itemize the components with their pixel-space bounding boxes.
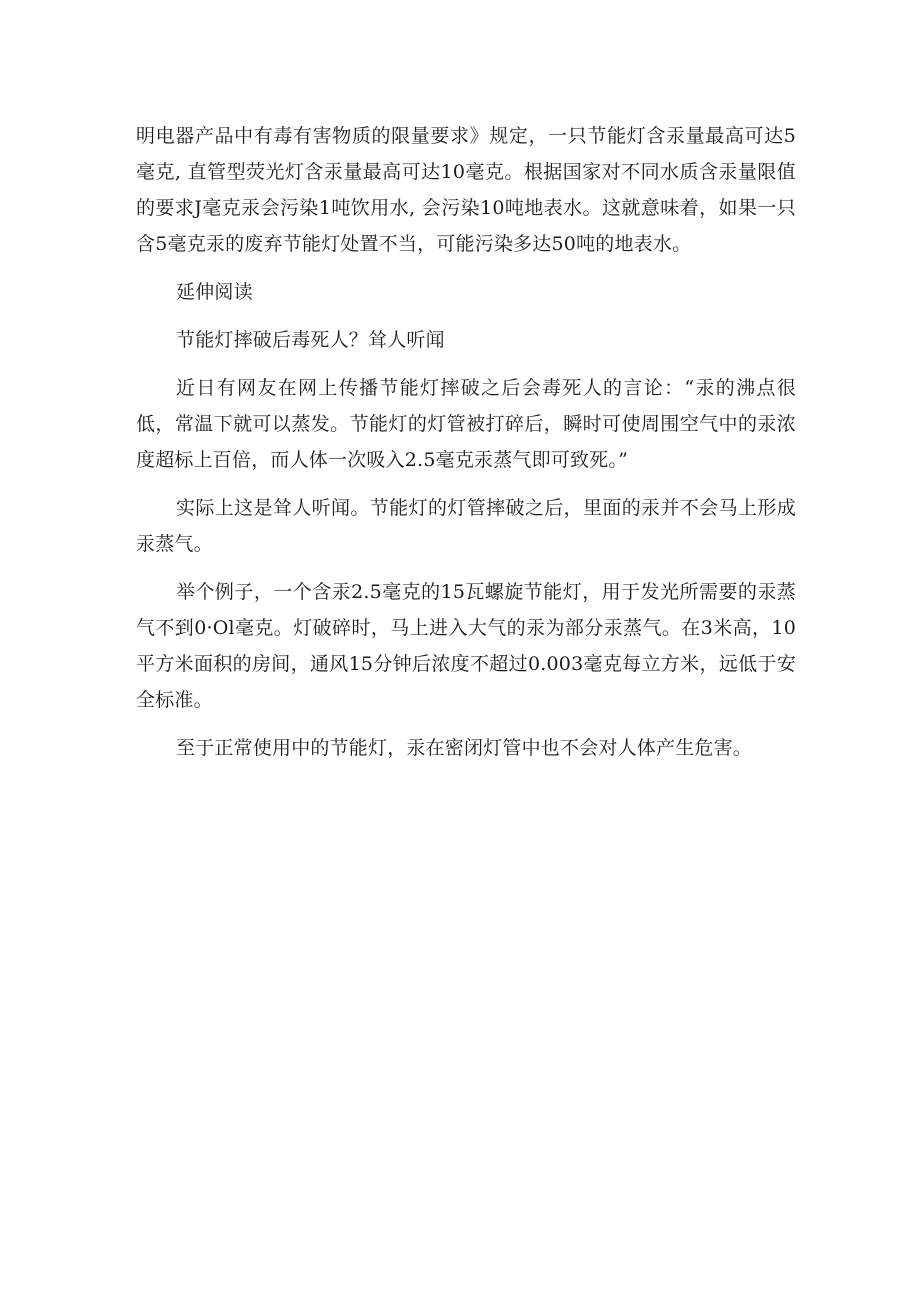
paragraph-rumor: 近日有网友在网上传播节能灯摔破之后会毒死人的言论：“汞的沸点很低，常温下就可以蒸发。节能灯的灯管被打碎后，瞬时可使周围空气中的汞浓度超标上百倍，而人体一次吸入2.5毫克汞蒸气即可致死。” bbox=[136, 377, 796, 471]
paragraph-example: 举个例子，一个含汞2.5毫克的15瓦螺旋节能灯，用于发光所需要的汞蒸气不到0·Ol毫克。灯破碎时，马上进入大气的汞为部分汞蒸气。在3米高，10平方米面积的房间，通风15分钟后浓度不超过0.003毫克每立方米，远低于安全标准。 bbox=[136, 581, 796, 711]
section-heading-extended-reading: 延伸阅读 bbox=[176, 281, 253, 303]
paragraph-conclusion: 至于正常使用中的节能灯，汞在密闭灯管中也不会对人体产生危害。 bbox=[176, 737, 753, 759]
paragraph-rebuttal: 实际上这是耸人听闻。节能灯的灯管摔破之后，里面的汞并不会马上形成汞蒸气。 bbox=[136, 497, 796, 555]
article-title: 节能灯摔破后毒死人？耸人听闻 bbox=[176, 329, 445, 351]
paragraph-mercury-limits: 明电器产品中有毒有害物质的限量要求》规定，一只节能灯含汞量最高可达5毫克, 直管型荧光灯含汞量最高可达10毫克。根据国家对不同水质含汞量限值的要求J毫克汞会污染1吨饮用水, 会污染10吨地表水。这就意味着，如果一只含5毫克汞的废弃节能灯处置不当，可能污染多达50吨的地表水。 bbox=[136, 125, 796, 255]
document-page bbox=[136, 118, 796, 778]
